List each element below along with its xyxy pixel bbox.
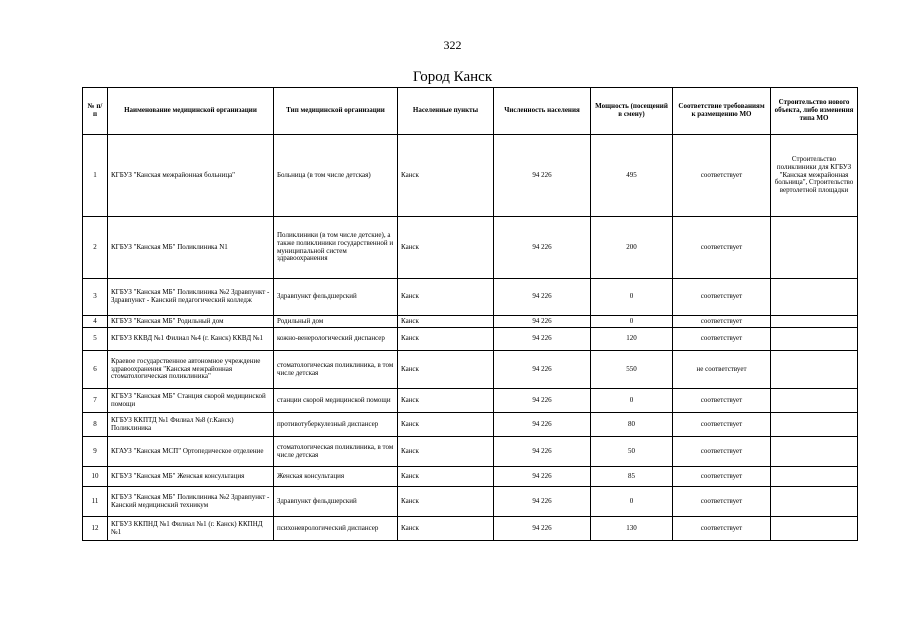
cell-org: КГБУЗ "Канская МБ" Родильный дом (108, 316, 274, 328)
cell-type: стоматологическая поликлиника, в том числе детская (274, 351, 398, 389)
cell-type: стоматологическая поликлиника, в том числе детская (274, 437, 398, 467)
cell-num: 1 (83, 135, 108, 217)
header-population: Численность населения (494, 88, 591, 135)
cell-construction (771, 467, 858, 487)
medical-organizations-table (82, 87, 858, 541)
cell-capacity: 120 (591, 328, 673, 351)
cell-num: 7 (83, 389, 108, 413)
cell-compliance: соответствует (673, 217, 771, 279)
header-capacity: Мощность (посещений в смену) (591, 88, 673, 135)
cell-construction (771, 389, 858, 413)
cell-org: КГБУЗ "Канская МБ" Поликлиника №2 Здравпункт - Канский медицинский техникум (108, 487, 274, 517)
cell-construction (771, 517, 858, 541)
table-row (83, 328, 858, 351)
cell-capacity: 550 (591, 351, 673, 389)
cell-num: 5 (83, 328, 108, 351)
cell-population: 94 226 (494, 467, 591, 487)
cell-construction (771, 487, 858, 517)
cell-num: 3 (83, 279, 108, 316)
table-row (83, 135, 858, 217)
table-row (83, 316, 858, 328)
cell-settlement: Канск (398, 328, 494, 351)
table-header-row (83, 88, 858, 135)
cell-population: 94 226 (494, 351, 591, 389)
cell-num: 11 (83, 487, 108, 517)
cell-compliance: соответствует (673, 517, 771, 541)
table-row (83, 437, 858, 467)
cell-compliance: соответствует (673, 328, 771, 351)
cell-population: 94 226 (494, 217, 591, 279)
cell-org: КГБУЗ ККПНД №1 Филиал №1 (г. Канск) ККПНД №1 (108, 517, 274, 541)
cell-type: кожно-венерологический диспансер (274, 328, 398, 351)
cell-settlement: Канск (398, 467, 494, 487)
table-row (83, 389, 858, 413)
cell-type: Больница (в том числе детская) (274, 135, 398, 217)
table-row (83, 351, 858, 389)
cell-num: 2 (83, 217, 108, 279)
cell-compliance: соответствует (673, 413, 771, 437)
cell-population: 94 226 (494, 437, 591, 467)
cell-compliance: соответствует (673, 437, 771, 467)
cell-org: КГБУЗ "Канская МБ" Поликлиника №2 Здравпункт - Здравпункт - Канский педагогический колледж (108, 279, 274, 316)
cell-capacity: 85 (591, 467, 673, 487)
cell-type: Женская консультация (274, 467, 398, 487)
cell-org: КГАУЗ "Канская МСП" Ортопедическое отделение (108, 437, 274, 467)
cell-construction (771, 413, 858, 437)
cell-construction (771, 316, 858, 328)
cell-capacity: 130 (591, 517, 673, 541)
cell-capacity: 0 (591, 279, 673, 316)
cell-capacity: 200 (591, 217, 673, 279)
cell-org: КГБУЗ ККВД №1 Филиал №4 (г. Канск) ККВД №1 (108, 328, 274, 351)
cell-org: КГБУЗ "Канская МБ" Поликлиника N1 (108, 217, 274, 279)
cell-capacity: 0 (591, 487, 673, 517)
cell-population: 94 226 (494, 316, 591, 328)
cell-compliance: соответствует (673, 389, 771, 413)
cell-type: психоневрологический диспансер (274, 517, 398, 541)
cell-settlement: Канск (398, 279, 494, 316)
cell-num: 9 (83, 437, 108, 467)
cell-type: станции скорой медицинской помощи (274, 389, 398, 413)
header-org: Наименование медицинской организации (108, 88, 274, 135)
cell-capacity: 0 (591, 316, 673, 328)
cell-population: 94 226 (494, 487, 591, 517)
cell-settlement: Канск (398, 487, 494, 517)
table-row (83, 413, 858, 437)
cell-num: 4 (83, 316, 108, 328)
cell-type: противотуберкулезный диспансер (274, 413, 398, 437)
cell-type: Здравпункт фельдшерский (274, 487, 398, 517)
cell-org: КГБУЗ "Канская межрайонная больница" (108, 135, 274, 217)
cell-settlement: Канск (398, 413, 494, 437)
cell-compliance: соответствует (673, 135, 771, 217)
cell-type: Родильный дом (274, 316, 398, 328)
cell-compliance: соответствует (673, 487, 771, 517)
table-row (83, 517, 858, 541)
cell-population: 94 226 (494, 389, 591, 413)
cell-compliance: соответствует (673, 316, 771, 328)
cell-construction (771, 351, 858, 389)
cell-construction (771, 279, 858, 316)
cell-population: 94 226 (494, 279, 591, 316)
header-type: Тип медицинской организации (274, 88, 398, 135)
cell-construction (771, 328, 858, 351)
header-num: № п/п (83, 88, 108, 135)
page-number: 322 (443, 38, 462, 52)
cell-num: 8 (83, 413, 108, 437)
cell-settlement: Канск (398, 316, 494, 328)
header-compliance: Соответствие требованиям к размещению МО (673, 88, 771, 135)
header-construction: Строительство нового объекта, либо изменения типа МО (771, 88, 858, 135)
cell-settlement: Канск (398, 135, 494, 217)
cell-num: 6 (83, 351, 108, 389)
cell-org: КГБУЗ "Канская МБ" Станция скорой медицинской помощи (108, 389, 274, 413)
table-row (83, 279, 858, 316)
table-row (83, 467, 858, 487)
cell-population: 94 226 (494, 517, 591, 541)
table-row (83, 487, 858, 517)
cell-construction (771, 217, 858, 279)
header-settlement: Населенные пункты (398, 88, 494, 135)
cell-capacity: 495 (591, 135, 673, 217)
cell-construction (771, 437, 858, 467)
cell-population: 94 226 (494, 328, 591, 351)
cell-compliance: не соответствует (673, 351, 771, 389)
cell-org: Краевое государственное автономное учреждение здравоохранения "Канская межрайонная стоматологическая поликлиника" (108, 351, 274, 389)
cell-population: 94 226 (494, 135, 591, 217)
cell-capacity: 80 (591, 413, 673, 437)
cell-settlement: Канск (398, 389, 494, 413)
cell-num: 10 (83, 467, 108, 487)
cell-org: КГБУЗ "Канская МБ" Женская консультация (108, 467, 274, 487)
cell-settlement: Канск (398, 217, 494, 279)
cell-construction: Строительство поликлиники для КГБУЗ "Канская межрайонная больница", Строительство вертолетной площадки (771, 135, 858, 217)
cell-capacity: 50 (591, 437, 673, 467)
document-title: Город Канск (412, 69, 493, 85)
cell-org: КГБУЗ ККПТД №1 Филиал №8 (г.Канск) Поликлиника (108, 413, 274, 437)
table-row (83, 217, 858, 279)
cell-settlement: Канск (398, 437, 494, 467)
cell-compliance: соответствует (673, 279, 771, 316)
cell-capacity: 0 (591, 389, 673, 413)
cell-settlement: Канск (398, 351, 494, 389)
cell-num: 12 (83, 517, 108, 541)
cell-type: Поликлиники (в том числе детские), а также поликлиники государственной и муниципальной систем здравоохранения (274, 217, 398, 279)
cell-settlement: Канск (398, 517, 494, 541)
cell-compliance: соответствует (673, 467, 771, 487)
cell-population: 94 226 (494, 413, 591, 437)
cell-type: Здравпункт фельдшерский (274, 279, 398, 316)
